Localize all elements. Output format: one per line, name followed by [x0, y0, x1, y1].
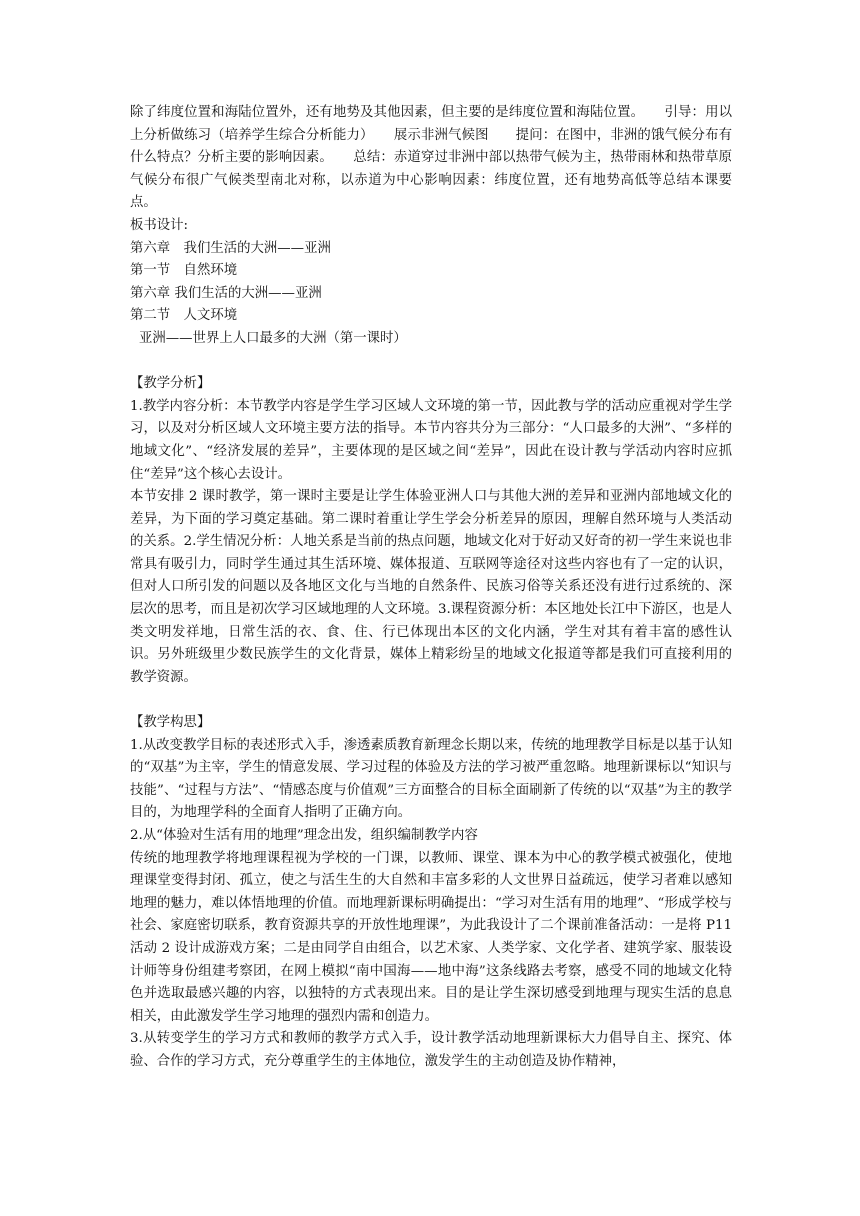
paragraph-design-2-heading: 2.从“体验对生活有用的地理”理念出发，组织编制教学内容	[130, 828, 478, 843]
board-line-chapter6-a: 第六章 我们生活的大洲——亚洲	[130, 240, 331, 256]
blank-line	[130, 689, 732, 712]
section-heading-design: 【教学构思】	[130, 715, 211, 731]
paragraph-content-analysis: 1.教学内容分析：本节教学内容是学生学习区域人文环境的第一节，因此教与学的活动应重视对学生学习，以及对分析区域人文环境主要方法的指导。本节内容共分为三部分：“人口最多的大洲”、“多样的地域文化”、“经济发展的差异”，主要体现的是区域之间“差异”，因此在设计教与学活动内容时应抓住“差异”这个核心去设计。	[130, 398, 732, 482]
paragraph-design-1: 1.从改变教学目标的表述形式入手，渗透素质教育新理念长期以来，传统的地理教学目标是以基于认知的“双基”为主宰，学生的情意发展、学习过程的体验及方法的学习被严重忽略。地理新课标以“知识与技能”、“过程与方法”、“情感态度与价值观”三方面整合的目标全面刷新了传统的以“双基”为主的教学目的，为地理学科的全面育人指明了正确方向。	[130, 737, 732, 821]
paragraph-climate-summary: 除了纬度位置和海陆位置外，还有地势及其他因素，但主要的是纬度位置和海陆位置。 引导：用以上分析做练习（培养学生综合分析能力） 展示非洲气候图 提问：在图中，非洲的饿气候分布有什么特点？分析主要的影响因素。 总结：赤道穿过非洲中部以热带气候为主，热带雨林和热带草原气候分布很广气候类型南北对称，以赤道为中心影响因素：纬度位置，还有地势高低等总结本课要点。	[130, 105, 732, 211]
blank-line	[130, 351, 732, 374]
paragraph-design-3: 3.从转变学生的学习方式和教师的教学方式入手，设计教学活动地理新课标大力倡导自主、探究、体验、合作的学习方式，充分尊重学生的主体地位，激发学生的主动创造及协作精神，	[130, 1031, 732, 1069]
paragraph-design-2: 传统的地理教学将地理课程视为学校的一门课，以教师、课堂、课本为中心的教学模式被强化，使地理课堂变得封闭、孤立，使之与活生生的大自然和丰富多彩的人文世界日益疏远，使学习者难以感知地理的魅力，难以体悟地理的价值。而地理新课标明确提出：“学习对生活有用的地理”、“形成学校与社会、家庭密切联系，教育资源共享的开放性地理课”，为此我设计了二个课前准备活动：一是将 P11 活动 2 设计成游戏方案；二是由同学自由组合，以艺术家、人类学家、文化学者、建筑学家、服装设计师等身份组建考察团，在网上模拟“南中国海——地中海”这条线路去考察，感受不同的地域文化特色并选取最感兴趣的内容，以独特的方式表现出来。目的是让学生深切感受到地理与现实生活的息息相关，由此激发学生学习地理的强烈内需和创造力。	[130, 850, 732, 1024]
section-heading-analysis: 【教学分析】	[130, 376, 211, 392]
document-body	[130, 102, 732, 1074]
board-design-heading: 板书设计:	[130, 217, 189, 233]
board-line-chapter6-b: 第六章 我们生活的大洲——亚洲	[130, 285, 322, 301]
paragraph-schedule-analysis: 本节安排 2 课时教学，第一课时主要是让学生体验亚洲人口与其他大洲的差异和亚洲内部地域文化的差异，为下面的学习奠定基础。第二课时着重让学生学会分析差异的原因，理解自然环境与人类活动的关系。2.学生情况分析：人地关系是当前的热点问题，地域文化对于好动又好奇的初一学生来说也非常具有吸引力，同时学生通过其生活环境、媒体报道、互联网等途径对这些内容也有了一定的认识，但对人口所引发的问题以及各地区文化与当地的自然条件、民族习俗等关系还没有进行过系统的、深层次的思考，而且是初次学习区域地理的人文环境。3.课程资源分析：本区地处长江中下游区，也是人类文明发祥地，日常生活的衣、食、住、行已体现出本区的文化内涵，学生对其有着丰富的感性认识。另外班级里少数民族学生的文化背景，媒体上精彩纷呈的地域文化报道等都是我们可直接利用的教学资源。	[130, 489, 732, 685]
board-line-section2: 第二节 人文环境	[130, 308, 238, 324]
board-line-section1: 第一节 自然环境	[130, 263, 238, 279]
lesson-title: 亚洲——世界上人口最多的大洲（第一课时）	[139, 330, 407, 346]
